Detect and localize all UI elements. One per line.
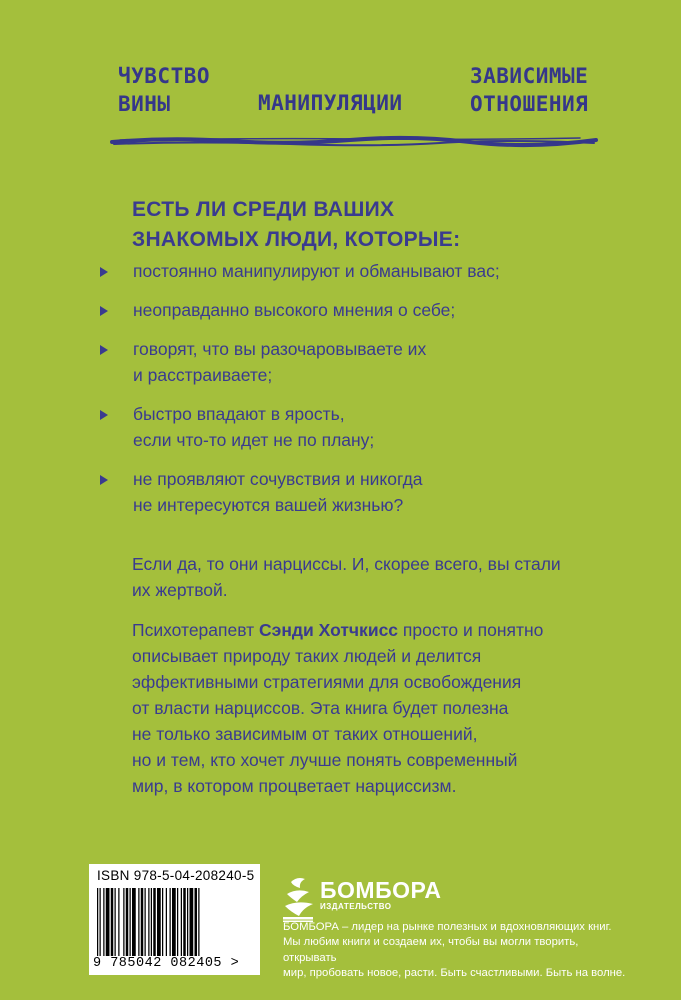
- barcode-bar: [153, 888, 156, 956]
- paragraph-line: эффективными стратегиями для освобождения: [132, 672, 522, 692]
- paragraph-line: от власти нарциссов. Эта книга будет полезна: [132, 698, 509, 718]
- barcode-bar: [115, 888, 116, 956]
- barcode-bar: [170, 888, 171, 956]
- bullet-text: не проявляют сочувствия и никогда: [133, 469, 423, 489]
- tag-guilt-line2: ВИНЫ: [118, 92, 171, 116]
- question-line2: ЗНАКОМЫХ ЛЮДИ, КОТОРЫЕ:: [132, 228, 461, 251]
- bullet-text: не интересуются вашей жизнью?: [133, 495, 404, 515]
- barcode-bar: [118, 888, 119, 956]
- barcode-bar: [166, 888, 167, 956]
- barcode-bar: [172, 888, 176, 956]
- barcode-bar: [198, 888, 199, 956]
- paragraph-line: описывает природу таких людей и делится: [132, 646, 482, 666]
- question-line1: ЕСТЬ ЛИ СРЕДИ ВАШИХ: [132, 198, 395, 221]
- barcode-bar: [138, 888, 139, 956]
- barcode-bar: [97, 888, 98, 956]
- publisher-blurb: [283, 920, 633, 981]
- bullet-text: и расстраиваете;: [133, 365, 273, 385]
- barcode-bar: [132, 888, 136, 956]
- barcode-box: [89, 864, 260, 975]
- isbn-text: ISBN 978-5-04-208240-5: [97, 868, 255, 883]
- bullet-item: [100, 258, 600, 284]
- bullet-item: [100, 297, 600, 323]
- blurb-line: БОМБОРА – лидер на рынке полезных и вдохновляющих книг.: [283, 921, 612, 933]
- tag-manipulation: МАНИПУЛЯЦИИ: [258, 91, 403, 115]
- barcode-bar: [106, 888, 110, 956]
- bullet-list: [100, 258, 600, 531]
- bullet-text: если что-то идет не по плану;: [133, 430, 375, 450]
- paragraph-line: их жертвой.: [132, 580, 228, 600]
- barcode-bar: [141, 888, 144, 956]
- bullet-item: [100, 401, 600, 453]
- barcode-bar: [130, 888, 131, 956]
- paragraph-victim: [132, 551, 592, 603]
- question-heading: [132, 195, 460, 255]
- barcode-bar: [148, 888, 149, 956]
- paragraph-line: но и тем, кто хочет лучше понять современный: [132, 750, 518, 770]
- barcode-bar: [151, 888, 152, 956]
- barcode-bar: [183, 888, 186, 956]
- barcode-number: 9 785042 082405 >: [93, 956, 240, 971]
- barcode-bar: [111, 888, 114, 956]
- triangle-bullet-icon: [100, 267, 108, 277]
- triangle-bullet-icon: [100, 410, 108, 420]
- author-name: Сэнди Хотчкисс: [259, 620, 399, 640]
- bullet-text: быстро впадают в ярость,: [133, 404, 345, 424]
- paragraph-line: мир, в котором процветает нарциссизм.: [132, 776, 457, 796]
- tag-guilt-line1: ЧУВСТВО: [118, 64, 211, 88]
- barcode-bar: [195, 888, 198, 956]
- barcode-bars: [97, 888, 252, 956]
- barcode-bar: [123, 888, 124, 956]
- tag-dependent: [470, 62, 588, 118]
- triangle-bullet-icon: [100, 306, 108, 316]
- paragraph-line: не только зависимым от таких отношений,: [132, 724, 478, 744]
- paragraph-line: [132, 617, 592, 643]
- barcode-bar: [157, 888, 161, 956]
- blurb-line: мир, пробовать новое, расти. Быть счастливыми. Быть на волне.: [283, 966, 626, 979]
- barcode-bar: [181, 888, 182, 956]
- barcode-bar: [162, 888, 163, 956]
- barcode-bar: [126, 888, 129, 956]
- tag-dependent-line2: ОТНОШЕНИЯ: [470, 92, 589, 116]
- publisher-sub: ИЗДАТЕЛЬСТВО: [320, 902, 392, 911]
- bullet-item: [100, 466, 600, 518]
- paragraph-description: [132, 617, 592, 799]
- barcode-bar: [145, 888, 146, 956]
- tag-dependent-line1: ЗАВИСИМЫЕ: [470, 64, 589, 88]
- paragraph-lead: Психотерапевт: [132, 620, 260, 640]
- scribble-underline: [110, 133, 600, 151]
- triangle-bullet-icon: [100, 345, 108, 355]
- barcode-bar: [103, 888, 104, 956]
- bullet-item: [100, 336, 600, 388]
- tag-guilt: [118, 62, 210, 118]
- barcode-bar: [100, 888, 101, 956]
- barcode-bar: [190, 888, 194, 956]
- barcode-bar: [177, 888, 178, 956]
- bombora-logo-icon: [283, 876, 317, 922]
- blurb-line: Мы любим книги и создаем их, чтобы вы могли творить, открывать: [283, 936, 579, 964]
- bullet-text: неоправданно высокого мнения о себе;: [133, 300, 456, 320]
- paragraph-line: Если да, то они нарциссы. И, скорее всего, вы стали: [132, 554, 561, 574]
- bullet-text: постоянно манипулируют и обманывают вас;: [133, 261, 500, 281]
- triangle-bullet-icon: [100, 475, 108, 485]
- paragraph-rest: просто и понятно: [398, 620, 544, 640]
- barcode-bar: [187, 888, 188, 956]
- bullet-text: говорят, что вы разочаровываете их: [133, 339, 427, 359]
- publisher-name: БОМБОРА: [320, 877, 442, 903]
